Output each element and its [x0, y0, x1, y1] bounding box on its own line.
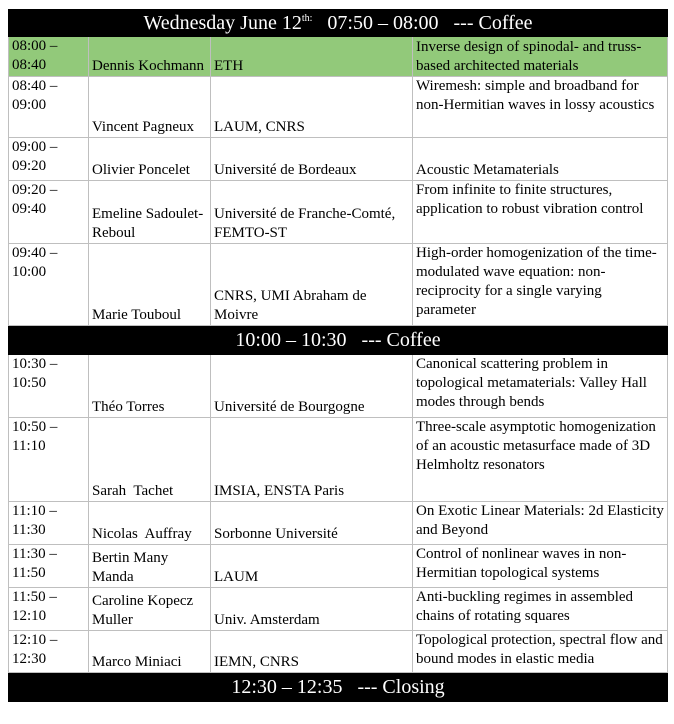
talk-row	[9, 502, 668, 545]
talk-row	[9, 181, 668, 244]
talk-title: From infinite to finite structures, application to robust vibration control	[413, 181, 668, 244]
talk-time: 11:50 – 12:10	[9, 588, 89, 631]
talk-speaker: Caroline Kopecz Muller	[89, 588, 211, 631]
talk-speaker: Théo Torres	[89, 355, 211, 418]
talk-title: On Exotic Linear Materials: 2d Elasticity and Beyond	[413, 502, 668, 545]
break-text: 12:30 – 12:35 --- Closing	[231, 676, 445, 698]
talk-row	[9, 138, 668, 181]
talk-row	[9, 631, 668, 673]
talk-speaker: Emeline Sadoulet-Reboul	[89, 181, 211, 244]
talk-title: Canonical scattering problem in topological metamaterials: Valley Hall modes through bends	[413, 355, 668, 418]
talk-speaker: Sarah Tachet	[89, 418, 211, 502]
talk-affiliation: Université de Franche-Comté, FEMTO-ST	[211, 181, 413, 244]
break-text: 10:00 – 10:30 --- Coffee	[235, 329, 441, 351]
talk-speaker: Nicolas Auffray	[89, 502, 211, 545]
day-suffix: th:	[301, 13, 313, 24]
talk-time: 08:00 – 08:40	[9, 37, 89, 77]
talk-affiliation: LAUM	[211, 545, 413, 588]
talk-title: Wiremesh: simple and broadband for non-Hermitian waves in lossy acoustics	[413, 77, 668, 138]
talk-time: 09:00 – 09:20	[9, 138, 89, 181]
talk-affiliation: Université de Bordeaux	[211, 138, 413, 181]
talk-affiliation: LAUM, CNRS	[211, 77, 413, 138]
schedule-table	[8, 9, 668, 702]
talk-time: 12:10 – 12:30	[9, 631, 89, 673]
talk-speaker: Bertin Many Manda	[89, 545, 211, 588]
talk-title: Inverse design of spinodal- and truss-based architected materials	[413, 37, 668, 77]
break-row-coffee-midmorning	[9, 326, 668, 355]
break-row-closing	[9, 673, 668, 702]
break-row-coffee-morning	[9, 10, 668, 37]
talk-time: 10:30 – 10:50	[9, 355, 89, 418]
talk-time: 09:40 – 10:00	[9, 244, 89, 326]
talk-row	[9, 588, 668, 631]
talk-title: Acoustic Metamaterials	[413, 138, 668, 181]
talk-speaker: Vincent Pagneux	[89, 77, 211, 138]
talk-affiliation: CNRS, UMI Abraham de Moivre	[211, 244, 413, 326]
talk-title: Control of nonlinear waves in non-Hermitian topological systems	[413, 545, 668, 588]
talk-title: Three-scale asymptotic homogenization of an acoustic metasurface made of 3D Helmholtz resonators	[413, 418, 668, 502]
talk-title: Topological protection, spectral flow and bound modes in elastic media	[413, 631, 668, 673]
break-cell	[9, 326, 668, 355]
talk-time: 08:40 – 09:00	[9, 77, 89, 138]
talk-speaker: Marie Touboul	[89, 244, 211, 326]
break-cell	[9, 673, 668, 702]
talk-speaker: Olivier Poncelet	[89, 138, 211, 181]
break-cell	[9, 10, 668, 37]
talk-affiliation: IMSIA, ENSTA Paris	[211, 418, 413, 502]
talk-title: Anti-buckling regimes in assembled chains of rotating squares	[413, 588, 668, 631]
talk-affiliation: Univ. Amsterdam	[211, 588, 413, 631]
talk-row	[9, 418, 668, 502]
talk-row	[9, 244, 668, 326]
talk-time: 11:10 – 11:30	[9, 502, 89, 545]
talk-time: 11:30 – 11:50	[9, 545, 89, 588]
talk-speaker: Dennis Kochmann	[89, 37, 211, 77]
talk-title: High-order homogenization of the time-modulated wave equation: non-reciprocity for a single varying parameter	[413, 244, 668, 326]
talk-row	[9, 37, 668, 77]
talk-affiliation: Sorbonne Université	[211, 502, 413, 545]
talk-affiliation: Université de Bourgogne	[211, 355, 413, 418]
talk-row	[9, 77, 668, 138]
talk-speaker: Marco Miniaci	[89, 631, 211, 673]
talk-row	[9, 355, 668, 418]
talk-time: 09:20 – 09:40	[9, 181, 89, 244]
break-text: 07:50 – 08:00 --- Coffee	[327, 12, 533, 34]
day-label: Wednesday June 12	[143, 12, 302, 34]
talk-affiliation: ETH	[211, 37, 413, 77]
talk-affiliation: IEMN, CNRS	[211, 631, 413, 673]
talk-time: 10:50 – 11:10	[9, 418, 89, 502]
talk-row	[9, 545, 668, 588]
